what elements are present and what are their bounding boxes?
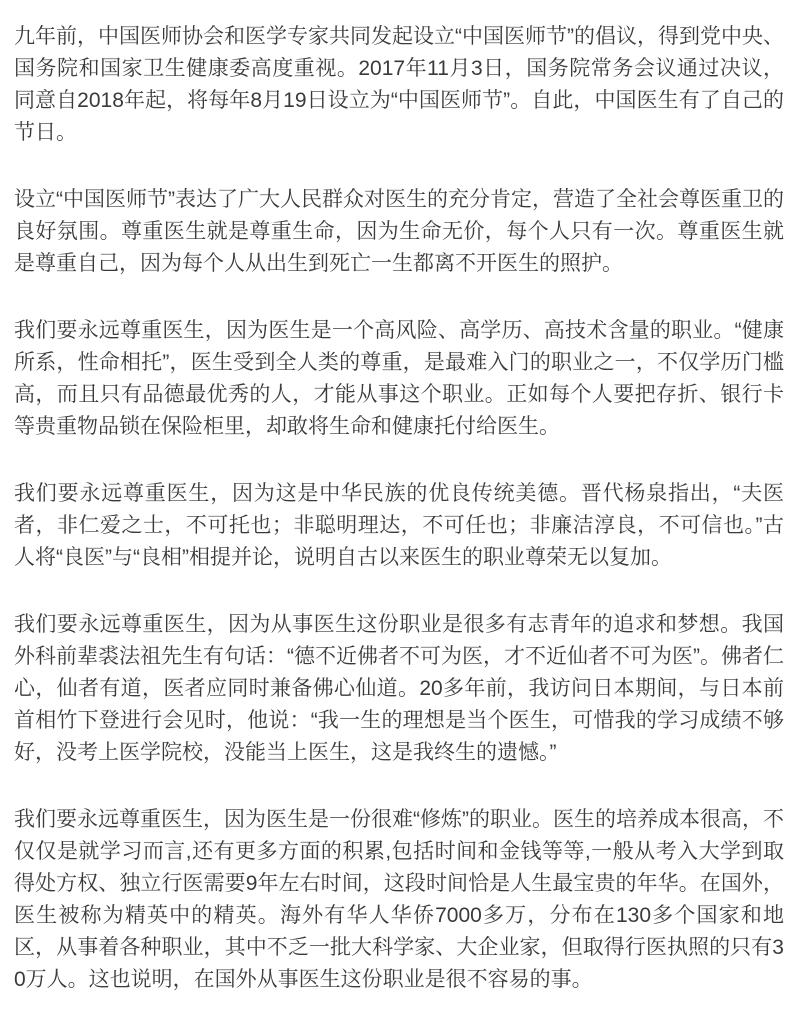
paragraph-respect-aspiration: 我们要永远尊重医生，因为从事医生这份职业是很多有志青年的追求和梦想。我国外科前辈裘法祖先生有句话：“德不近佛者不可为医，才不近仙者不可为医”。佛者仁心，仙者有道，医者应同时兼备佛心仙道。20多年前，我访问日本期间，与日本前首相竹下登进行会见时，他说：“我一生的理想是当个医生，可惜我的学习成绩不够好，没考上医学院校，没能当上医生，这是我终生的遗憾。” (14, 613, 784, 764)
paragraph-respect-high-skill-profession: 我们要永远尊重医生，因为医生是一个高风险、高学历、高技术含量的职业。“健康所系，性命相托”，医生受到全人类的尊重，是最难入门的职业之一，不仅学历门槛高，而且只有品德最优秀的人，才能从事这个职业。正如每个人要把存折、银行卡等贵重物品锁在保险柜里，却敢将生命和健康托付给医生。 (14, 319, 784, 438)
paragraph-respect-tradition: 我们要永远尊重医生，因为这是中华民族的优良传统美德。晋代杨泉指出，“夫医者，非仁爱之士，不可托也；非聪明理达，不可任也；非廉洁淳良，不可信也。”古人将“良医”与“良相”相提并论，说明自古以来医生的职业尊荣无以复加。 (14, 482, 784, 569)
paragraph-respect-hard-cultivation: 我们要永远尊重医生，因为医生是一份很难“修炼”的职业。医生的培养成本很高，不仅仅是就学习而言,还有更多方面的积累,包括时间和金钱等等,一般从考入大学到取得处方权、独立行医需要9年左右时间，这段时间恰是人生最宝贵的年华。在国外，医生被称为精英中的精英。海外有华人华侨7000多万，分布在130多个国家和地区，从事着各种职业，其中不乏一批大科学家、大企业家，但取得行医执照的只有30万人。这也说明，在国外从事医生这份职业是很不容易的事。 (14, 808, 784, 991)
paragraph-meaning-of-festival: 设立“中国医师节”表达了广大人民群众对医生的充分肯定，营造了全社会尊医重卫的良好氛围。尊重医生就是尊重生命，因为生命无价，每个人只有一次。尊重医生就是尊重自己，因为每个人从出生到死亡一生都离不开医生的照护。 (14, 188, 784, 275)
paragraph-origin-of-doctors-day: 九年前，中国医师协会和医学专家共同发起设立“中国医师节”的倡议，得到党中央、国务院和国家卫生健康委高度重视。2017年11月3日，国务院常务会议通过决议，同意自2018年起，将每年8月19日设立为“中国医师节”。自此，中国医生有了自己的节日。 (14, 25, 784, 144)
